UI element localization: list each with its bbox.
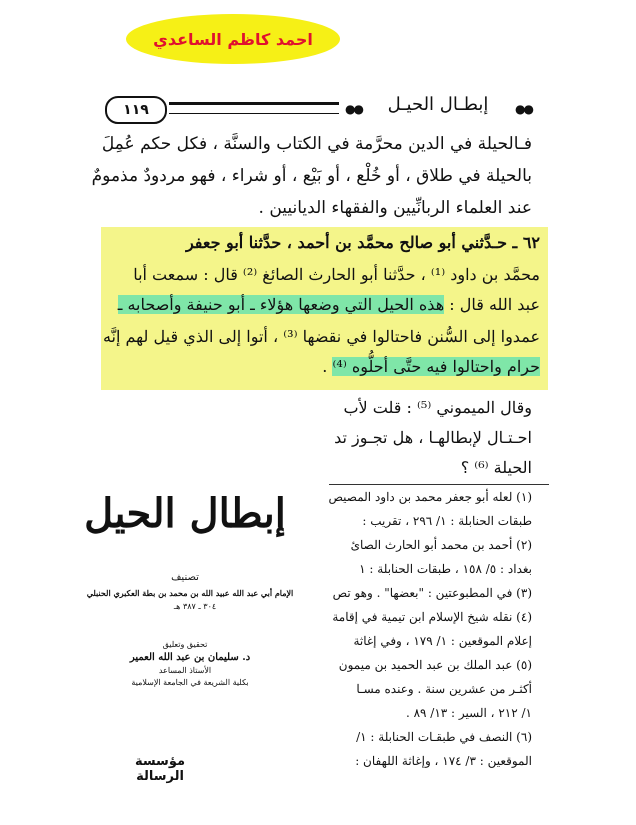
footnote-line: ١/ ٢١٢ ، السير : ١٣/ ٨٩ . [405,706,532,720]
running-title: إبطـال الحيـل [387,94,489,115]
hadith-line-3-plain: عبد الله قال : [449,295,540,314]
cover-author: الإمام أبي عبد الله عبيد الله بن محمد بن بطة العكبري الحنبلي [86,588,294,598]
header-dots-right: ●● [515,102,532,116]
footnote-line: (٦) النصف في طبقـات الحنابلة : ١/ [356,730,532,744]
page-header [105,92,540,128]
cover-editor-dept: بكلية الشريعة في الجامعة الإسلامية [131,678,249,687]
footnote-line: (٤) نقله شيخ الإسلام ابن تيمية في إقامة [332,610,532,624]
footnote-line: أكثـر من عشرين سنة . وعنده مسـا [356,682,532,696]
maimuni-line-1: وقال الميموني ⁽⁵⁾ : قلت لأب [343,398,532,417]
hadith-line-4: عمدوا إلى السُّنن فاحتالوا في نقضها ⁽³⁾ ، أتوا إلى الذي قيل لهم إنَّه [102,327,540,346]
header-dots-left: ●● [345,102,362,116]
header-rule [169,102,339,114]
hadith-quote-highlight-2: حرام واحتالوا فيه حتَّى أحلُّوه ⁽⁴⁾ [332,357,540,376]
footnote-line: الموقعين : ٣/ ١٧٤ ، وإغاثة اللهفان : [355,754,532,768]
cover-title: إبطال الحيل [84,490,286,537]
author-badge [126,14,340,64]
maimuni-line-2: احـتـال لإبطالهـا ، هل تجـوز تد [334,428,532,447]
maimuni-line-3: الحيلة ⁽⁶⁾ ؟ [460,458,532,477]
hadith-line-5-plain: . [322,357,328,376]
author-badge-text: احمد كاظم الساعدي [153,29,313,49]
cover-editor-title: الأستاذ المساعد [158,666,212,675]
intro-line-2: بالحيلة في طلاق ، أو خُلْع ، أو بَيْع ، أو شراء ، فهو مردودٌ مذمومٌ [91,166,532,186]
page-number: ١١٩ [105,96,167,124]
cover-editor: د. سليمان بن عبد الله العمير [129,652,251,663]
footnote-line: بغداد : ٥/ ١٥٨ ، طبقات الحنابلة : ١ [359,562,532,576]
hadith-highlight-block [101,227,548,390]
footnote-line: (٢) أحمد بن محمد أبو الحارث الصائ [350,538,532,552]
hadith-line-2: محمَّد بن داود ⁽¹⁾ ، حدَّثنا أبو الحارث الصائغ ⁽²⁾ قال : سمعت أبا [133,265,540,284]
hadith-quote-highlight: هذه الحيل التي وضعها هؤلاء ـ أبو حنيفة وأصحابه ـ [117,295,445,314]
footnote-line: إعلام الموقعين : ١/ ١٧٩ ، وفي إغاثة [353,634,532,648]
cover-dates: ٣٠٤ ـ ٣٨٧ هـ [173,602,217,611]
footnote-rule [329,484,549,485]
footnote-line: طبقات الحنابلة : ١/ ٢٩٦ ، تقريب : [362,514,532,528]
hadith-line-5 [322,357,540,376]
book-cover-image [20,470,320,784]
cover-publisher: مؤسسة الرسالة [134,754,186,784]
cover-tasnif: تصنيف [171,572,199,583]
footnote-line: (١) لعله أبو جعفر محمد بن داود المصيص [328,490,532,504]
cover-tahqiq: تحقيق وتعليق [162,640,208,649]
hadith-line-1: ٦٢ ـ حـدَّثني أبو صالح محمَّد بن أحمد ، حدَّثنا أبو جعفر [185,233,540,252]
intro-line-3: عند العلماء الربانِّيين والفقهاء الديانيين . [258,198,532,218]
footnote-line: (٥) عبد الملك بن عبد الحميد بن ميمون [338,658,532,672]
footnote-line: (٣) في المطبوعتين : "بعضها" . وهو تص [332,586,532,600]
hadith-line-3 [118,295,540,314]
intro-line-1: فـالحيلة في الدين محرَّمة في الكتاب والسنَّة ، فكل حكم عُمِلَ [101,134,532,154]
